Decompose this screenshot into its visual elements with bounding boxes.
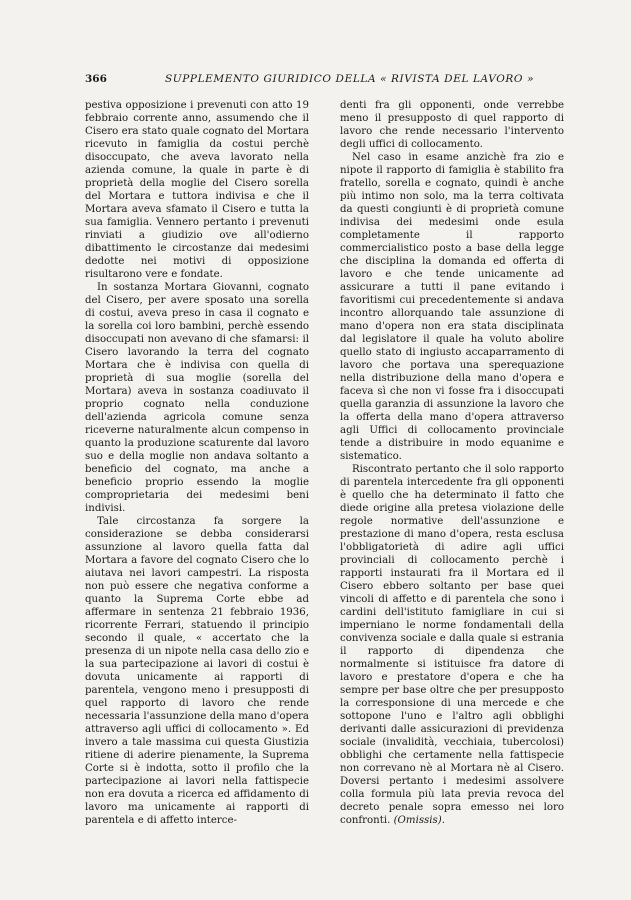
page-header bbox=[85, 73, 545, 89]
paragraph bbox=[340, 463, 564, 827]
left-column bbox=[85, 99, 309, 827]
paragraph: Nel caso in esame anzichè fra zio e nipote il rapporto di famiglia è stabilito fra fratello, sorella e cognato, quindi è anche più intimo non solo, ma la terra coltivata da questi congiunti è di proprietà comune indivisa dei medesimi onde esula completamente il rapporto commercialistico posto a base della legge che disciplina la domanda ed offerta di lavoro e che tende unicamente ad assicurare a tutti il pane evitando i favoritismi cui precedentemente si andava incontro allorquando tale assunzione di mano d'opera non era stata disciplinata dal legislatore il quale ha voluto abolire quello stato di ingiusto accaparramento di lavoro che portava una sperequazione nella distribuzione della mano d'opera e faceva sì che non vi fosse fra i disoccupati quella garanzia di assunzione la lavoro che la offerta della mano d'opera attraverso agli Uffici di collocamento provinciale tende a distribuire in modo equanime e sistematico. bbox=[340, 152, 564, 462]
omissis: (Omissis). bbox=[393, 815, 445, 826]
paragraph: Tale circostanza fa sorgere la considerazione se debba considerarsi assunzione al lavoro quella fatta dal Mortara a favore del cognato Cisero che lo aiutava nei lavori campestri. La risposta non può essere che negativa conforme a quanto la Suprema Corte ebbe ad affermare in sentenza 21 febbraio 1936, ricorrente Ferrari, statuendo il principio secondo il quale, « accertato che la presenza di un nipote nella casa dello zio e la sua partecipazione ai lavori di costui è dovuta unicamente ai rapporti di parentela, vengono meno i presupposti di quel rapporto di lavoro che rende necessaria l'assunzione della mano d'opera attraverso agli uffici di collocamento ». Ed invero a tale massima cui questa Giustizia ritiene di aderire pienamente, la Suprema Corte si è indotta, sotto il profilo che la partecipazione ai lavori nella fattispecie non era dovuta a ricerca ed affidamento di lavoro ma unicamente ai rapporti di parentela e di affetto interce- bbox=[85, 516, 309, 826]
paragraph: In sostanza Mortara Giovanni, cognato del Cisero, per avere sposato una sorella di costui, aveva preso in casa il cognato e la sorella coi loro bambini, perchè essendo disoccupati non avevano di che sfamarsi: il Cisero lavorando la terra del cognato Mortara che è indivisa con quella di proprietà di sua moglie (sorella del Mortara) aveva in sostanza coadiuvato il proprio cognato nella conduzione dell'azienda agricola comune senza riceverne naturalmente alcun compenso in quanto la produzione scaturente dal lavoro suo e della moglie non andava soltanto a beneficio del cognato, ma anche a beneficio proprio essendo la moglie comproprietaria dei medesimi beni indivisi. bbox=[85, 282, 309, 514]
paragraph-text: Riscontrato pertanto che il solo rapporto di parentela intercedente fra gli opponenti è quello che ha determinato il fatto che diede origine alla pretesa violazione delle regole normative dell'assunzione e prestazione di mano d'opera, resta esclusa l'obbligatorietà di adire agli uffici provinciali di collocamento perchè i rapporti instaurati fra il Mortara ed il Cisero ebbero soltanto per base quei vincoli di affetto e di parentela che sono i cardini dell'istituto famigliare in cui si imperniano le norme fondamentali della convivenza sociale e dalla quale si estrania il rapporto di dipendenza che normalmente si istituisce fra datore di lavoro e prestatore d'opera e che ha sempre per base oltre che per presupposto la corresponsione di una mercede e che sottopone l'uno e l'altro agli obblighi derivanti dalle assicurazioni di previdenza sociale (invalidità, vecchiaia, tubercolosi) obblighi che certamente nella fattispecie non correvano nè al Mortara nè al Cisero. Doversi pertanto i medesimi assolvere colla formula più lata previa revoca del decreto penale sopra emesso nei loro confronti. bbox=[340, 464, 564, 826]
right-column bbox=[340, 99, 564, 827]
paragraph: denti fra gli opponenti, onde verrebbe meno il presupposto di quel rapporto di lavoro che rende necessario l'intervento degli uffici di collocamento. bbox=[340, 100, 564, 150]
running-head: SUPPLEMENTO GIURIDICO DELLA « RIVISTA DEL LAVORO » bbox=[165, 73, 535, 85]
paragraph: pestiva opposizione i prevenuti con atto 19 febbraio corrente anno, assumendo che il Cisero era stato quale cognato del Mortara ricevuto in famiglia da costui perchè disoccupato, che aveva lavorato nella azienda comune, la quale in parte è di proprietà della moglie del Cisero sorella del Mortara e tuttora indivisa e che il Mortara aveva sfamato il Cisero e tutta la sua famiglia. Vennero pertanto i prevenuti rinviati a giudizio ove all'odierno dibattimento le circostanze dai medesimi dedotte nei motivi di opposizione risultarono vere e fondate. bbox=[85, 100, 309, 280]
page-number: 366 bbox=[85, 73, 107, 85]
